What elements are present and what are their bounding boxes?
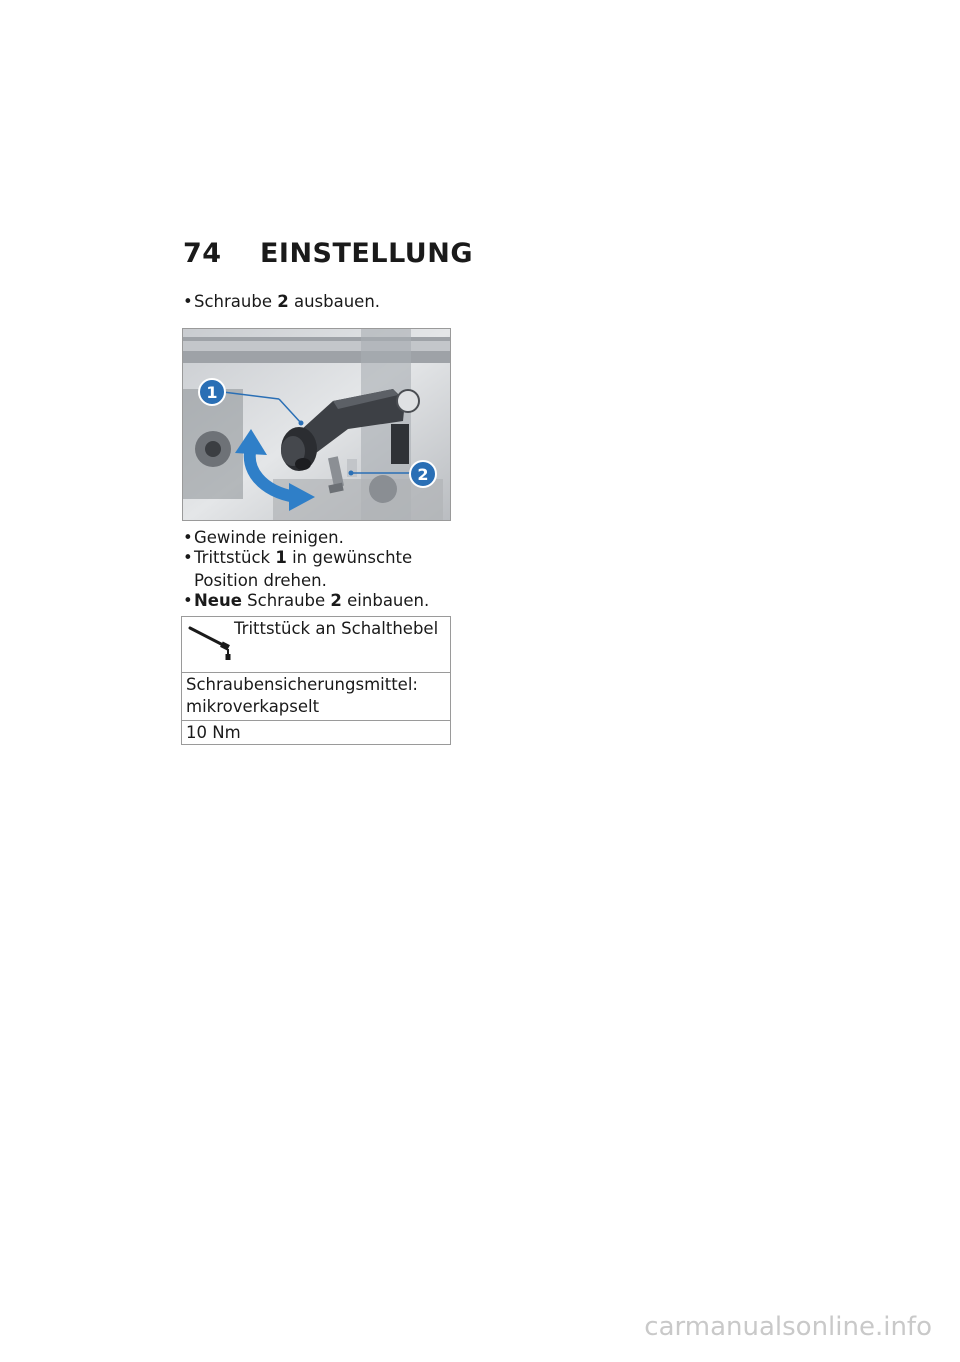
- callout-label-2: 2: [417, 465, 429, 484]
- torque-spec-table: [181, 616, 451, 745]
- step-text: Neue Schraube 2 einbauen.: [194, 591, 430, 610]
- shift-lever-figure: [182, 328, 451, 521]
- step-text: Schraube 2 ausbauen.: [194, 292, 381, 311]
- bullet-icon: •: [183, 528, 193, 547]
- torque-value: 10 Nm: [186, 723, 241, 742]
- spec-note-line-2: mikroverkapselt: [186, 697, 320, 716]
- spec-title: Trittstück an Schalthebel: [234, 619, 439, 638]
- watermark: carmanualsonline.info: [644, 1312, 932, 1342]
- torque-wrench-icon: [187, 622, 231, 662]
- callout-label-1: 1: [206, 383, 218, 402]
- step-text: Trittstück 1 in gewünschte Position drehen.: [194, 548, 413, 590]
- step-rotate-peg: [183, 546, 412, 592]
- step-text: Gewinde reinigen.: [194, 528, 344, 547]
- spec-note-row: [182, 672, 450, 721]
- step-remove-screw: [183, 290, 380, 313]
- section-title: EINSTELLUNG: [259, 238, 473, 269]
- spec-note-line-1: Schraubensicherungsmittel:: [186, 675, 418, 694]
- bullet-icon: •: [183, 591, 193, 610]
- bullet-icon: •: [183, 548, 193, 567]
- step-install-screw: [183, 589, 429, 612]
- page-number: 74: [183, 238, 222, 269]
- bullet-icon: •: [183, 292, 193, 311]
- spec-value-row: [182, 721, 450, 745]
- page-header: [183, 238, 473, 278]
- spec-title-row: [182, 617, 450, 673]
- shift-lever-illustration: [183, 329, 451, 521]
